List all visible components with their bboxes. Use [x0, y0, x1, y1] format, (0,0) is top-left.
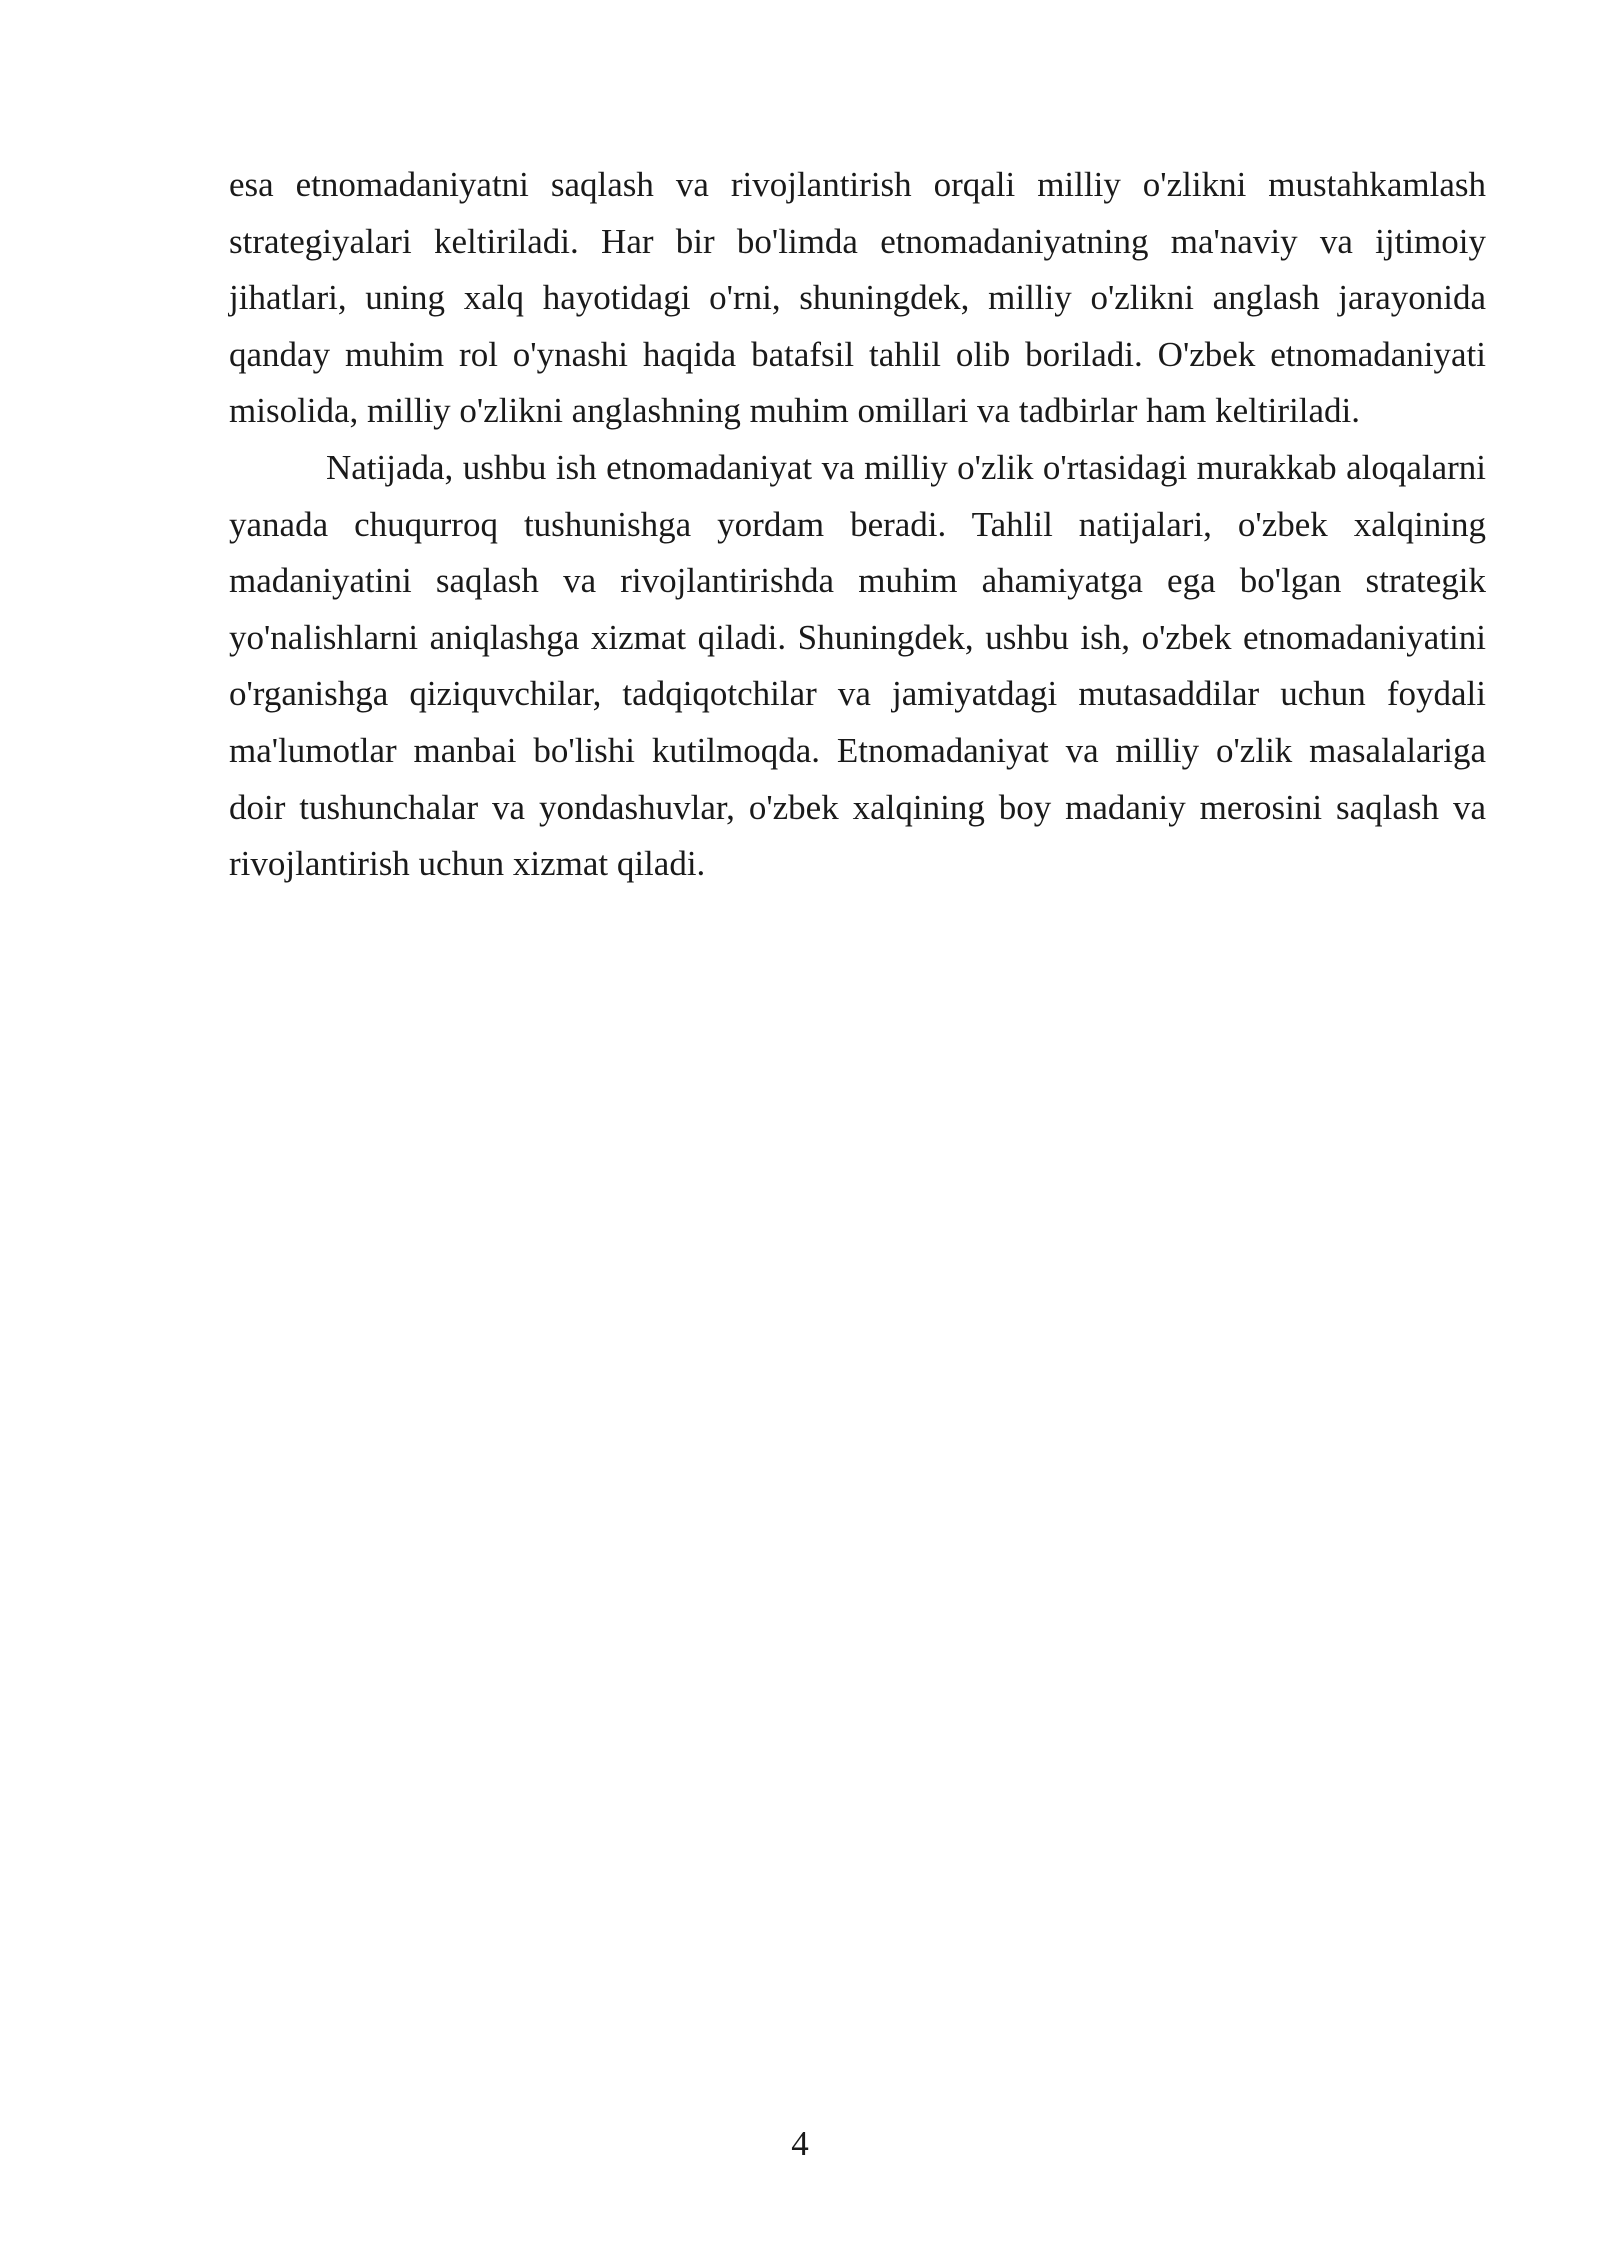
document-body — [229, 157, 1486, 893]
paragraph-conclusion: Natijada, ushbu ish etnomadaniyat va milliy o'zlik o'rtasidagi murakkab aloqalarni yanada chuqurroq tushunishga yordam beradi. Tahlil natijalari, o'zbek xalqining madaniyatini saqlash va rivojlantirishda muhim ahamiyatga ega bo'lgan strategik yo'nalishlarni aniqlashga xizmat qiladi. Shuningdek, ushbu ish, o'zbek etnomadaniyatini o'rganishga qiziquvchilar, tadqiqotchilar va jamiyatdagi mutasaddilar uchun foydali ma'lumotlar manbai bo'lishi kutilmoqda. Etnomadaniyat va milliy o'zlik masalalariga doir tushunchalar va yondashuvlar, o'zbek xalqining boy madaniy merosini saqlash va rivojlantirish uchun xizmat qiladi. — [229, 447, 1486, 884]
page-number: 4 — [791, 2124, 809, 2163]
paragraph-continuation: esa etnomadaniyatni saqlash va rivojlantirish orqali milliy o'zlikni mustahkamlash strategiyalari keltiriladi. Har bir bo'limda etnomadaniyatning ma'naviy va ijtimoiy jihatlari, uning xalq hayotidagi o'rni, shuningdek, milliy o'zlikni anglash jarayonida qanday muhim rol o'ynashi haqida batafsil tahlil olib boriladi. O'zbek etnomadaniyati misolida, milliy o'zlikni anglashning muhim omillari va tadbirlar ham keltiriladi. — [229, 165, 1486, 431]
